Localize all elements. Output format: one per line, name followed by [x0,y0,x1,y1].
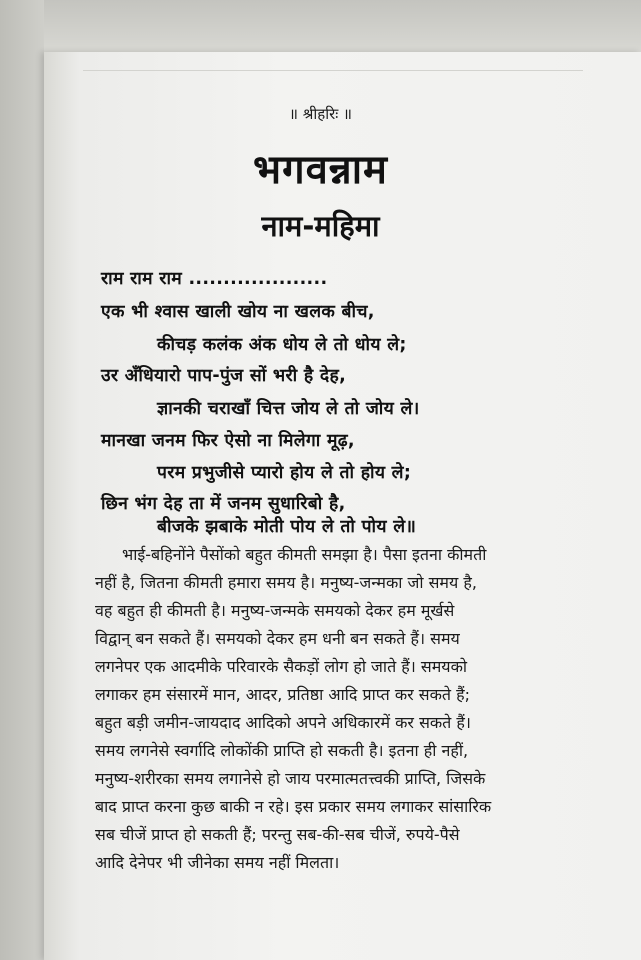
verse-line: बीजके झबाके मोती पोय ले तो पोय ले॥ [157,517,417,537]
verse-line: मानखा जनम फिर ऐसो ना मिलेगा मूढ़, [101,431,355,451]
faded-running-head [83,48,583,71]
paragraph-line: सब चीजें प्राप्त हो सकती हैं; परन्तु सब-की-सब चीजें, रुपये-पैसे [95,825,460,844]
verse-line: छिन भंग देह ता में जनम सुधारिबो है, [101,494,346,514]
paragraph-line: मनुष्य-शरीरका समय लगानेसे हो जाय परमात्मतत्त्वकी प्राप्ति, जिसके [95,769,486,788]
section-subtitle: नाम-महिमा [261,209,380,243]
chapter-title: भगवन्नाम [253,147,388,193]
paragraph-line: लगनेपर एक आदमीके परिवारके सैकड़ों लोग हो जाते हैं। समयको [95,657,468,676]
paragraph-line: आदि देनेपर भी जीनेका समय नहीं मिलता। [95,853,340,872]
verse-line: राम राम राम .................... [101,269,328,289]
paragraph-line: लगाकर हम संसारमें मान, आदर, प्रतिष्ठा आदि प्राप्त कर सकते हैं; [95,685,470,704]
paragraph-line: बहुत बड़ी जमीन-जायदाद आदिको अपने अधिकारमें कर सकते हैं। [95,713,471,732]
page-top-shadow [0,0,641,52]
paragraph-line: बाद प्राप्त करना कुछ बाकी न रहे। इस प्रकार समय लगाकर सांसारिक [95,797,492,816]
paragraph-line: भाई-बहिनोंने पैसोंको बहुत कीमती समझा है। पैसा इतना कीमती [122,545,487,564]
verse-line: एक भी श्वास खाली खोय ना खलक बीच, [101,302,375,322]
paragraph-line: विद्वान् बन सकते हैं। समयको देकर हम धनी बन सकते हैं। समय [95,629,460,648]
invocation: ॥ श्रीहरिः ॥ [288,105,353,123]
verse-line: कीचड़ कलंक अंक धोय ले तो धोय ले; [157,335,407,355]
verse-line: परम प्रभुजीसे प्यारो होय ले तो होय ले; [157,463,412,483]
verse-line: ज्ञानकी चराखाँ चित्त जोय ले तो जोय ले। [157,399,420,419]
verse-line: उर अँधियारो पाप-पुंज सों भरी है देह, [101,366,347,386]
paragraph-line: नहीं है, जितना कीमती हमारा समय है। मनुष्य-जन्मका जो समय है, [95,573,477,592]
paragraph-line: समय लगनेसे स्वर्गादि लोकोंकी प्राप्ति हो सकती है। इतना ही नहीं, [95,741,469,760]
paragraph-line: वह बहुत ही कीमती है। मनुष्य-जन्मके समयको देकर हम मूर्खसे [95,601,455,620]
